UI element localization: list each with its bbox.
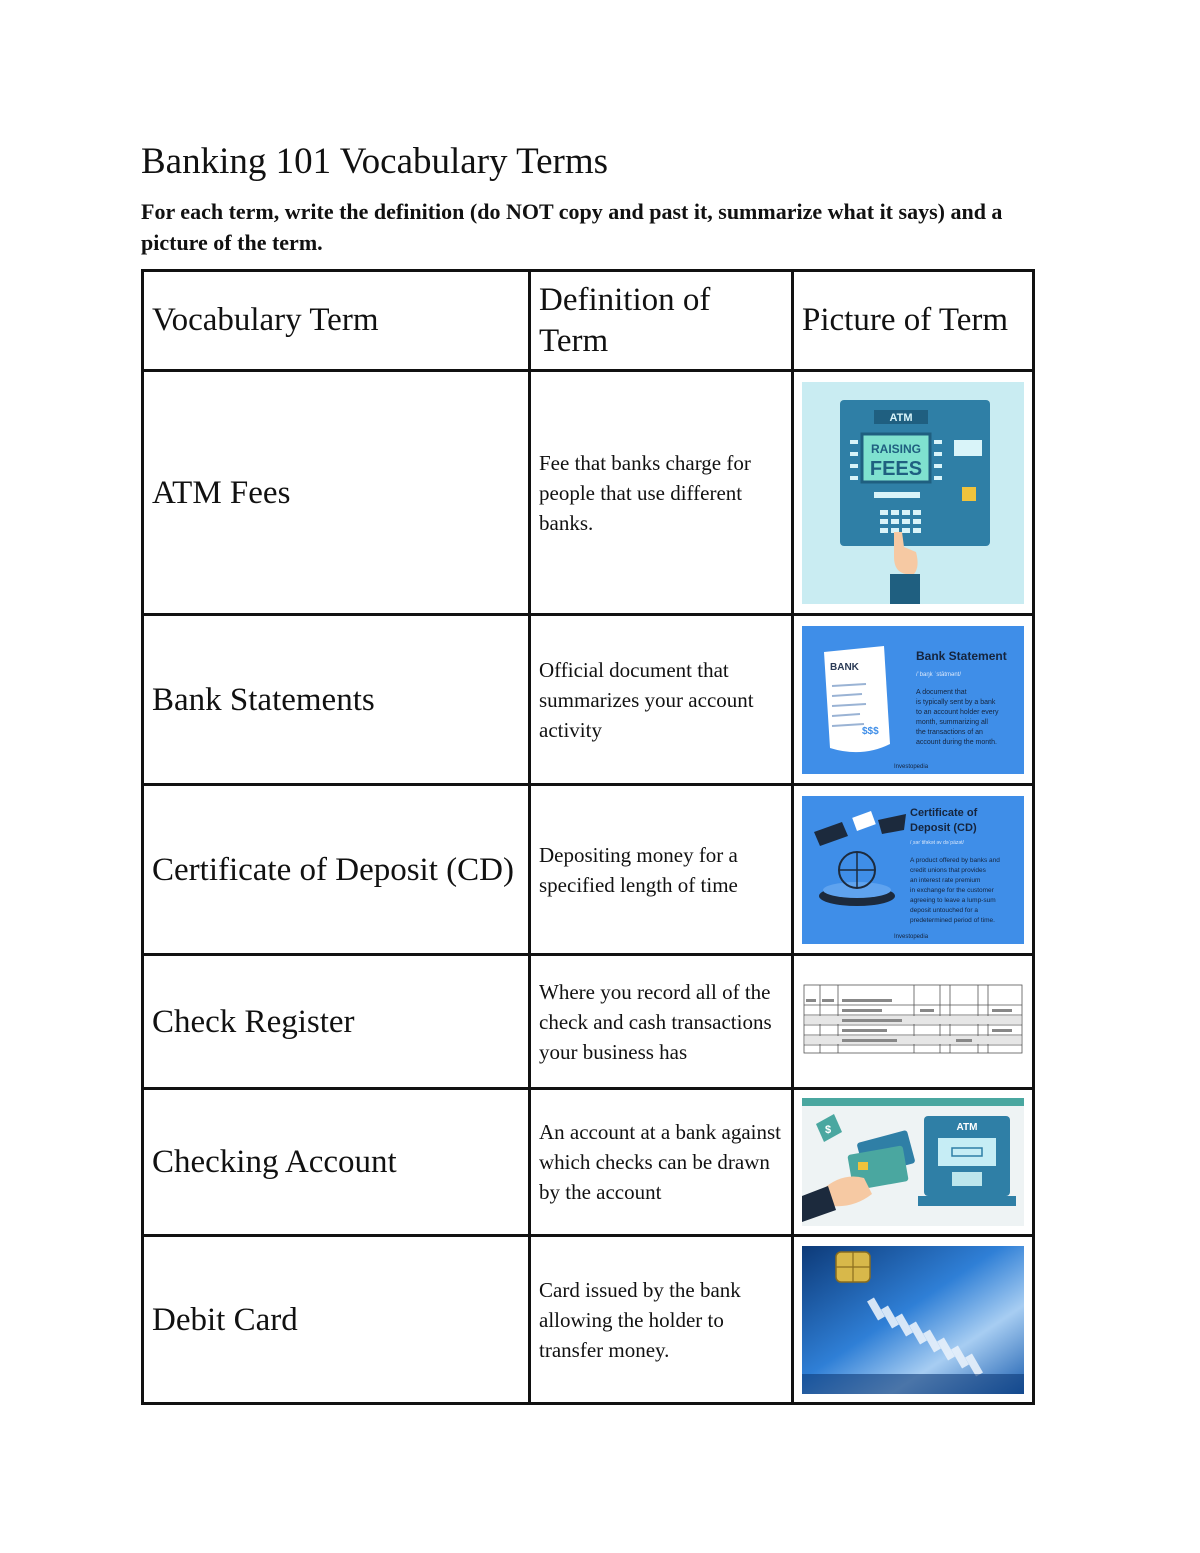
certificate-of-deposit-image xyxy=(802,796,1024,944)
cd-credit: Investopedia xyxy=(894,933,929,940)
cd-heading-line1: Certificate of xyxy=(910,806,978,819)
statement-body-line: A document that xyxy=(916,688,967,696)
checking-atm-label: ATM xyxy=(956,1122,978,1133)
sign-line2: FEES xyxy=(869,457,923,480)
header-definition: Definition of Term xyxy=(530,271,793,371)
picture-cell xyxy=(793,615,1034,785)
statement-body-line: to an account holder every xyxy=(916,708,999,716)
table-header-row xyxy=(143,271,1034,371)
debit-card-photo xyxy=(802,1246,1024,1394)
term-cell: Check Register xyxy=(143,955,530,1089)
term-cell: Bank Statements xyxy=(143,615,530,785)
paper-label: BANK xyxy=(830,661,859,673)
check-register-image xyxy=(802,959,1024,1085)
definition-cell: An account at a bank against which checks can be drawn by the account xyxy=(530,1089,793,1236)
cd-heading-line2: Deposit (CD) xyxy=(910,821,977,834)
definition-cell: Depositing money for a specified length of time xyxy=(530,785,793,955)
cd-body-line: A product offered by banks and xyxy=(910,856,1000,864)
statement-body-line: is typically sent by a bank xyxy=(916,698,996,706)
statement-body-line: the transactions of an xyxy=(916,728,983,736)
checking-account-image xyxy=(802,1098,1024,1226)
atm-card-hand-illustration xyxy=(802,1098,1024,1226)
picture-cell xyxy=(793,785,1034,955)
picture-cell xyxy=(793,955,1034,1089)
statement-body-line: account during the month. xyxy=(916,738,997,746)
cd-body-line: deposit untouched for a xyxy=(910,906,978,914)
certificate-of-deposit-infographic xyxy=(802,796,1024,944)
table-row xyxy=(143,1089,1034,1236)
picture-cell xyxy=(793,371,1034,615)
cd-body-line: in exchange for the customer xyxy=(910,886,994,894)
statement-credit: Investopedia xyxy=(894,763,929,770)
atm-label: ATM xyxy=(889,411,913,424)
bank-statement-infographic xyxy=(802,626,1024,774)
atm-machine-icon xyxy=(802,382,1024,604)
table-row xyxy=(143,785,1034,955)
term-cell: Checking Account xyxy=(143,1089,530,1236)
atm-fees-image xyxy=(802,382,1024,604)
picture-cell xyxy=(793,1089,1034,1236)
header-picture: Picture of Term xyxy=(793,271,1034,371)
definition-cell: Official document that summarizes your account activity xyxy=(530,615,793,785)
cd-pronunciation: /ˌsərˈtifəkət əv dəˈpäzət/ xyxy=(910,839,964,846)
definition-cell: Fee that banks charge for people that use different banks. xyxy=(530,371,793,615)
term-cell: Debit Card xyxy=(143,1236,530,1404)
term-cell: Certificate of Deposit (CD) xyxy=(143,785,530,955)
instructions-text: For each term, write the definition (do NOT copy and past it, summarize what it says) and a picture of the term. xyxy=(141,199,1003,255)
table-row xyxy=(143,615,1034,785)
sign-line1: RAISING xyxy=(870,441,922,456)
term-cell: ATM Fees xyxy=(143,371,530,615)
statement-pronunciation: /ˈbaŋk ˈstātmənt/ xyxy=(916,671,962,678)
header-vocabulary-term: Vocabulary Term xyxy=(143,271,530,371)
cd-body-line: an interest rate premium xyxy=(910,876,981,884)
cd-body-line: predetermined period of time. xyxy=(910,916,995,924)
picture-cell xyxy=(793,1236,1034,1404)
statement-body-line: month, summarizing all xyxy=(916,718,988,726)
definition-cell: Where you record all of the check and cash transactions your business has xyxy=(530,955,793,1089)
check-register-table-icon xyxy=(802,959,1024,1085)
price-tag-symbol: $ xyxy=(824,1124,832,1136)
definition-cell: Card issued by the bank allowing the holder to transfer money. xyxy=(530,1236,793,1404)
table-row xyxy=(143,371,1034,615)
bank-statement-image xyxy=(802,626,1024,774)
debit-card-image xyxy=(802,1246,1024,1394)
amount-label: $$$ xyxy=(862,725,879,737)
cd-body-line: credit unions that provides xyxy=(910,866,986,874)
table-row xyxy=(143,955,1034,1089)
page-title: Banking 101 Vocabulary Terms xyxy=(141,141,609,182)
table-row xyxy=(143,1236,1034,1404)
cd-body-line: agreeing to leave a lump-sum xyxy=(910,896,996,904)
statement-heading: Bank Statement xyxy=(916,648,1007,663)
vocabulary-table xyxy=(141,269,1035,1405)
